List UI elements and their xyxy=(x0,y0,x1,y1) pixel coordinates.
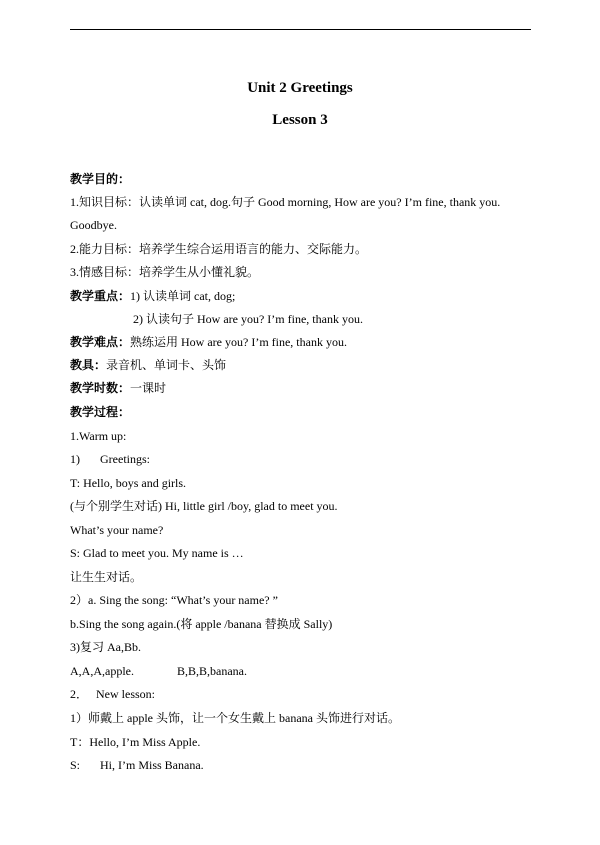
hours-text: 一课时 xyxy=(130,381,167,395)
key-point-1: 1) 认读单词 cat, dog; xyxy=(130,289,236,303)
greetings-line xyxy=(70,452,150,466)
chant-line xyxy=(70,664,247,678)
review-line: 3)复习 Aa,Bb. xyxy=(70,640,141,654)
teacher-miss-apple-line: T：Hello, I’m Miss Apple. xyxy=(70,735,201,749)
teacher-headwear-line: 1）师戴上 apple 头饰，让一个女生戴上 banana 头饰进行对话。 xyxy=(70,711,400,725)
key-point-2: 2) 认读句子 How are you? I’m fine, thank you. xyxy=(133,312,363,326)
process-heading: 教学过程： xyxy=(70,405,131,419)
warmup-line: 1.Warm up: xyxy=(70,429,127,443)
new-lesson-line xyxy=(70,687,155,701)
greetings-text: Greetings: xyxy=(100,452,150,466)
new-lesson-number: 2． xyxy=(70,687,89,701)
new-lesson-text: New lesson: xyxy=(96,687,155,701)
greetings-number: 1) xyxy=(70,452,80,466)
document-title: Unit 2 Greetings xyxy=(247,80,353,96)
key-points-row xyxy=(70,289,235,303)
tools-label: 教具： xyxy=(70,358,107,372)
hours-label: 教学时数： xyxy=(70,381,131,395)
ability-objective: 2.能力目标：培养学生综合运用语言的能力、交际能力。 xyxy=(70,242,368,256)
chant-banana: B,B,B,banana. xyxy=(177,664,247,678)
student-miss-banana-line xyxy=(70,758,204,772)
tools-text: 录音机、单词卡、头饰 xyxy=(106,358,227,372)
knowledge-objective: 1.知识目标：认读单词 cat, dog.句子 Good morning, How are you? I’m fine, thank you. xyxy=(70,195,501,209)
chant-apple: A,A,A,apple. xyxy=(70,664,134,678)
student-label: S: xyxy=(70,758,81,772)
teacher-hello-line: T: Hello, boys and girls. xyxy=(70,476,187,490)
sing-song-line: 2）a. Sing the song: “What’s your name? ” xyxy=(70,593,278,607)
sing-again-line: b.Sing the song again.(将 apple /banana 替换成 Sally) xyxy=(70,617,333,631)
emotion-objective: 3.情感目标：培养学生从小懂礼貌。 xyxy=(70,265,260,279)
student-reply-line: S: Glad to meet you. My name is … xyxy=(70,546,244,560)
header-rule xyxy=(70,29,531,30)
pair-talk-line: 让生生对话。 xyxy=(70,570,143,584)
difficulty-label: 教学难点： xyxy=(70,335,131,349)
tools-row xyxy=(70,358,226,372)
objectives-heading: 教学目的： xyxy=(70,172,131,186)
student-miss-banana-text: Hi, I’m Miss Banana. xyxy=(100,758,204,772)
key-points-label: 教学重点： xyxy=(70,289,131,303)
lesson-title: Lesson 3 xyxy=(272,112,328,128)
difficulty-text: 熟练运用 How are you? I’m fine, thank you. xyxy=(130,335,347,349)
knowledge-objective-cont: Goodbye. xyxy=(70,218,117,232)
difficulty-row xyxy=(70,335,347,349)
individual-dialogue-line: (与个别学生对话) Hi, little girl /boy, glad to meet you. xyxy=(70,499,338,513)
hours-row xyxy=(70,381,166,395)
whats-your-name-line: What’s your name? xyxy=(70,523,164,537)
